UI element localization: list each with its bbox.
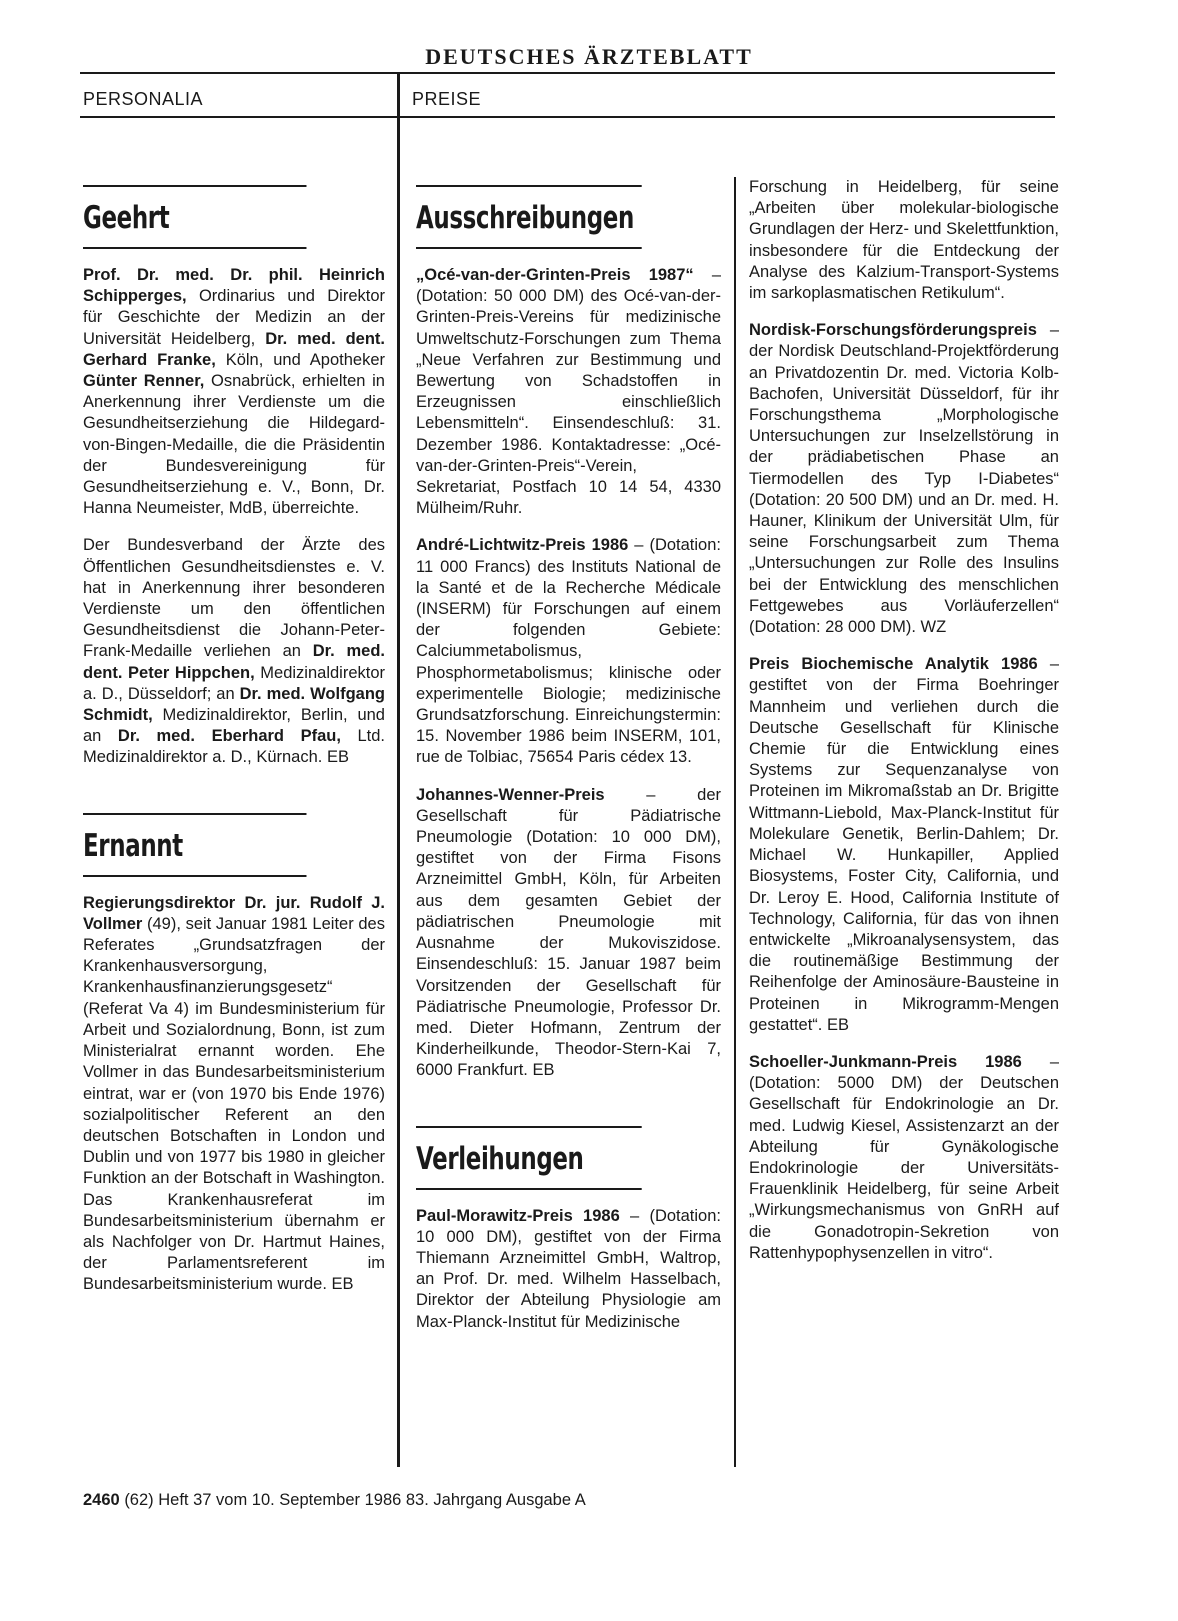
text-run: – gestiftet von der Firma Boehringer Mannheim und verliehen durch die Deutsche Gesellschaft für Klinische Chemie für die Entwicklung eines Systems zur Sequenzanalyse von Proteinen im Mikromaßstab an Dr. Brigitte Wittmann-Liebold, Max-Planck-Institut für Molekulare Genetik, Berlin-Dahlem; Dr. Michael W. Hunkapiller, Applied Biosystems, Foster City, California, und Dr. Leroy E. Hood, California Institute of Technology, California, für das von ihnen entwickelte „Mikroanalysensystem, das die routinemäßige Bestimmung der Reihenfolge der Aminosäure-Bausteine in Proteinen in Mikrogramm-Mengen gestattet“. EB <box>749 655 1059 1034</box>
section-heading-text: Geehrt <box>83 200 170 236</box>
bold-run: Regierungsdirektor Dr. jur. Rudolf J. Vollmer <box>83 893 385 933</box>
text-run: Medizinaldirektor a. D., Düsseldorf; an <box>83 663 385 703</box>
article-paragraph <box>749 1052 1059 1264</box>
bold-run: „Océ-van-der-Grinten-Preis 1987“ <box>416 266 694 284</box>
bold-run: Nordisk-Forschungsförderungspreis <box>749 321 1037 340</box>
section-heading <box>83 185 306 249</box>
bold-run: Dr. med. Wolfgang Schmidt, <box>83 684 385 725</box>
article-paragraph <box>83 535 385 768</box>
article-paragraph <box>749 177 1059 304</box>
text-run: Osnabrück, erhielten in Anerkennung ihrer Verdienste um die Gesundheitserziehung die Hildegard-von-Bingen-Medaille, die die Präsidentin der Bundesvereinigung für Gesundheitserziehung e. V., Bonn, Dr. Hanna Neumeister, MdB, überreichte. <box>83 372 385 518</box>
text-run: Köln, und Apotheker <box>215 350 385 369</box>
article-paragraph <box>416 535 721 768</box>
section-heading <box>416 1126 642 1190</box>
section-rule <box>80 116 1055 118</box>
column-divider-right <box>734 177 736 1467</box>
bold-run: Schoeller-Junkmann-Preis 1986 <box>749 1052 1022 1071</box>
bold-run: Dr. med. dent. Peter Hippchen, <box>83 642 385 682</box>
article-paragraph <box>749 654 1059 1036</box>
bold-run: Prof. Dr. med. Dr. phil. Heinrich Schipperges, <box>83 266 385 306</box>
masthead-rule <box>80 72 1055 74</box>
section-heading-text: Verleihungen <box>416 1140 584 1177</box>
issue-info: (62) Heft 37 vom 10. September 1986 83. Jahrgang Ausgabe A <box>124 1491 586 1509</box>
text-run: – der Nordisk Deutschland-Projektförderung an Privatdozentin Dr. med. Victoria Kolb-Bachofen, Universität Düsseldorf, für ihr Forschungsthema „Morphologische Untersuchungen zur Inselzellstörung in der prädiabetischen Phase an Tiermodellen des Typ I-Diabetes“ (Dotation: 20 500 DM) und an Dr. med. H. Hauner, Klinikum der Universität Ulm, für seine Forschungsarbeit zum Thema „Untersuchungen zur Rolle des Insulins bei der Entwicklung des menschlichen Fettgewebes aus Vorläuferzellen“ (Dotation: 28 000 DM). WZ <box>749 321 1059 637</box>
bold-run: André-Lichtwitz-Preis 1986 <box>416 536 629 555</box>
column-right <box>749 177 1059 1515</box>
section-label-personalia: PERSONALIA <box>83 89 204 109</box>
page-footer <box>83 1490 586 1510</box>
section-label-preise: PREISE <box>412 89 482 109</box>
bold-run: Paul-Morawitz-Preis 1986 <box>416 1206 620 1225</box>
section-heading-text: Ernannt <box>83 827 183 864</box>
bold-run: Dr. med. Eberhard Pfau, <box>117 727 341 746</box>
article-paragraph <box>416 1206 721 1333</box>
text-run: – (Dotation: 11 000 Francs) des Instituts National de la Santé et de la Recherche Médicale (INSERM) für Forschungen auf einem der folgenden Gebiete: Calciummetabolismus, Phosphormetabolismus; klinische oder experimentelle Biologie; medizinische Grundsatzforschung. Einreichungstermin: 15. November 1986 beim INSERM, 101, rue de Tolbiac, 75654 Paris cédex 13. <box>416 536 721 767</box>
article-paragraph <box>749 320 1059 638</box>
text-run: Forschung in Heidelberg, für seine „Arbeiten über molekular-biologische Grundlagen der Herz- und Skelettfunktion, insbesondere für die Entdeckung der Analyse des Kalzium-Transport-Systems im sarkoplasmatischen Retikulum“. <box>749 178 1059 303</box>
article-paragraph <box>416 785 721 1082</box>
bold-run: Johannes-Wenner-Preis <box>416 785 605 804</box>
column-divider-main <box>397 74 400 1467</box>
bold-run: Preis Biochemische Analytik 1986 <box>749 655 1038 674</box>
text-run: Ordinarius und Direktor für Geschichte der Medizin an der Universität Heidelberg, <box>83 287 385 348</box>
text-run: Der Bundesverband der Ärzte des Öffentlichen Gesundheitsdienstes e. V. hat in Anerkennung ihrer besonderen Verdienste um den öffentlichen Gesundheitsdienst die Johann-Peter-Frank-Medaille verliehen an <box>83 536 385 661</box>
text-run: (49), seit Januar 1981 Leiter des Referates „Grundsatzfragen der Krankenhausversorgung, Krankenhausfinanzierungsgesetz“ (Referat Va 4) im Bundesministerium für Arbeit und Sozialordnung, Bonn, ist zum Ministerialrat ernannt worden. Ehe Vollmer in das Bundesarbeitsministerium eintrat, war er (von 1970 bis Ende 1976) sozialpolitischer Referent an den deutschen Botschaften in London und Dublin und von 1977 bis 1980 in gleicher Funktion an der Botschaft in Washington. Das Krankenhausreferat im Bundesarbeitsministerium übernahm er als Nachfolger von Dr. Hartmut Haines, der Parlamentsreferent im Bundesarbeitsministerium wurde. EB <box>83 914 385 1294</box>
page-number: 2460 <box>83 1491 120 1509</box>
article-paragraph <box>83 893 385 1296</box>
section-heading <box>83 813 306 877</box>
section-heading-text: Ausschreibungen <box>416 200 634 236</box>
bold-run: Günter Renner, <box>83 372 205 391</box>
text-run: – (Dotation: 5000 DM) der Deutschen Gesellschaft für Endokrinologie an Dr. med. Ludwig Kiesel, Assistenzarzt an der Abteilung für Gynäkologische Endokrinologie der Universitäts-Frauenklinik Heidelberg, für seine Arbeit „Wirkungsmechanismus von GnRH auf die Gonadotropin-Sekretion von Rattenhypophysenzellen in vitro“. <box>749 1052 1059 1262</box>
bold-run: Dr. med. dent. Gerhard Franke, <box>83 329 385 369</box>
text-run: – (Dotation: 10 000 DM), gestiftet von der Firma Thiemann Arzneimittel GmbH, Waltrop, an Prof. Dr. med. Wilhelm Hasselbach, Direktor der Abteilung Physiologie am Max-Planck-Institut für Medizinische <box>416 1206 721 1331</box>
article-paragraph <box>83 265 385 519</box>
text-run: – (Dotation: 50 000 DM) des Océ-van-der-Grinten-Preis-Vereins für medizinische Umweltschutz-Forschungen zum Thema „Neue Verfahren zur Bestimmung und Bewertung von Schadstoffen in Erzeugnissen einschließlich Lebensmitteln“. Einsendeschluß: 31. Dezember 1986. Kontaktadresse: „Océ-van-der-Grinten-Preis“-Verein, Sekretariat, Postfach 10 14 54, 4330 Mülheim/Ruhr. <box>416 266 721 518</box>
column-middle <box>416 185 721 1515</box>
text-run: – der Gesellschaft für Pädiatrische Pneumologie (Dotation: 10 000 DM), gestiftet von der Firma Fisons Arzneimittel GmbH, Köln, für Arbeiten aus dem gesamten Gebiet der pädiatrischen Pneumologie mit Ausnahme der Mukoviszidose. Einsendeschluß: 15. Januar 1987 beim Vorsitzenden der Gesellschaft für Pädiatrische Pneumologie, Professor Dr. med. Dieter Hofmann, Zentrum der Kinderheilkunde, Theodor-Stern-Kai 7, 6000 Frankfurt. EB <box>416 785 721 1080</box>
column-left <box>83 185 385 1515</box>
text-run: Ltd. Medizinaldirektor a. D., Kürnach. EB <box>83 727 385 767</box>
text-run: Medizinaldirektor, Berlin, und an <box>83 706 385 746</box>
article-paragraph <box>416 265 721 519</box>
masthead: DEUTSCHES ÄRZTEBLATT <box>425 44 753 69</box>
section-heading <box>416 185 642 249</box>
